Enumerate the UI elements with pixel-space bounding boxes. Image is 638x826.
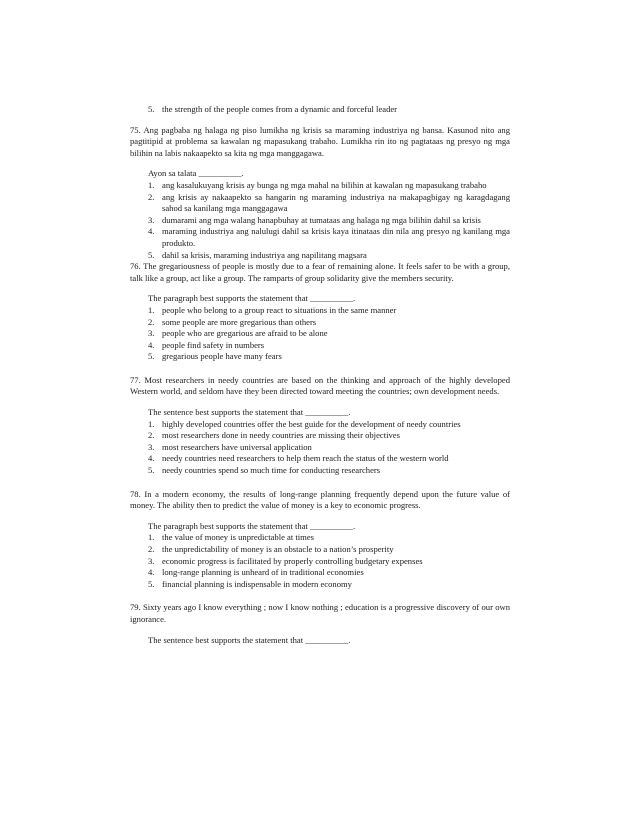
option-text: the value of money is unpredictable at times [162, 532, 315, 543]
option-item [148, 544, 510, 556]
option-number: 3. [148, 328, 155, 339]
question-77 [130, 375, 510, 477]
option-text: highly developed countries offer the best guide for the development of needy countries [162, 418, 461, 429]
option-text: needy countries spend so much time for conducting researchers [162, 465, 381, 476]
option-item [148, 351, 510, 363]
question-78 [130, 489, 510, 591]
option-item [148, 453, 510, 465]
question-prompt: The paragraph best supports the statement that __________. [148, 520, 356, 531]
option-text: dahil sa krisis, maraming industriya ang napilitang magsara [162, 249, 367, 260]
option-list [130, 419, 510, 477]
option-text: the strength of the people comes from a dynamic and forceful leader [162, 104, 398, 114]
option-number: 1. [148, 179, 155, 190]
question-75 [130, 125, 510, 262]
option-item [148, 192, 510, 215]
option-text: financial planning is indispensable in modern economy [162, 578, 352, 589]
question-prompt: The paragraph best supports the statement that __________. [148, 293, 356, 304]
option-number: 2. [148, 191, 155, 202]
option-item [148, 419, 510, 431]
option-number: 2. [148, 544, 155, 554]
question-stem: 76. The gregariousness of people is mostly due to a fear of remaining alone. It feels safer to be with a group, talk like a group, act like a group. The ramparts of group solidarity give the members security. [130, 261, 510, 283]
option-item [148, 250, 510, 262]
option-item [148, 180, 510, 192]
option-number: 3. [148, 441, 155, 452]
option-text: some people are more gregarious than others [162, 316, 317, 327]
option-number: 1. [148, 418, 155, 429]
option-item [148, 215, 510, 227]
option-item [148, 340, 510, 352]
option-item [148, 532, 510, 544]
option-item [148, 430, 510, 442]
option-item [148, 317, 510, 329]
option-number: 2. [148, 316, 155, 327]
option-text: people who are gregarious are afraid to be alone [162, 328, 328, 339]
option-item [148, 465, 510, 477]
question-prompt: Ayon sa talata __________. [148, 168, 244, 179]
question-stem: 77. Most researchers in needy countries are based on the thinking and approach of the highly developed Western world, and seldom have they been directed toward meeting the countries; own development needs. [130, 374, 510, 397]
option-item [148, 442, 510, 454]
option-text: most researchers have universal application [162, 441, 312, 452]
option-number: 4. [148, 453, 155, 464]
option-text: the unpredictability of money is an obstacle to a nation’s prosperity [162, 544, 394, 554]
option-text: ang krisis ay nakaapekto sa hangarin ng maraming industriya na makapagbigay ng karagdagang sahod sa kanilang mga manggagawa [162, 191, 510, 214]
option-text: people who belong to a group react to situations in the same manner [162, 304, 397, 315]
question-79 [130, 602, 510, 646]
option-list [130, 305, 510, 363]
option-list [130, 532, 510, 590]
option-text: people find safety in numbers [162, 339, 265, 350]
option-number: 4. [148, 567, 155, 578]
option-number: 5. [148, 249, 155, 260]
question-prompt: The sentence best supports the statement that __________. [148, 634, 351, 645]
option-number: 2. [148, 430, 155, 441]
question-76 [130, 261, 510, 363]
leading-option [130, 104, 510, 116]
option-item [148, 226, 510, 249]
option-item [148, 556, 510, 568]
option-item [148, 567, 510, 579]
option-number: 5. [148, 578, 155, 589]
option-text: needy countries need researchers to help them reach the status of the western world [162, 453, 449, 464]
option-list [130, 180, 510, 261]
option-text: ang kasalukuyang krisis ay bunga ng mga mahal na bilihin at kawalan ng mapasukang trabaho [162, 179, 487, 190]
option-number: 3. [148, 555, 155, 566]
option-text: long-range planning is unheard of in traditional economies [162, 567, 364, 578]
option-number: 5. [148, 465, 155, 476]
option-item [148, 305, 510, 317]
question-stem: 79. Sixty years ago I know everything ; now I know nothing ; education is a progressive discovery of our own ignorance. [130, 602, 510, 624]
option-number: 3. [148, 214, 155, 225]
option-number: 5. [148, 104, 155, 114]
question-stem: 78. In a modern economy, the results of long-range planning frequently depend upon the future value of money. The ability then to predict the value of money is a key to economic progress. [130, 488, 510, 511]
question-stem: 75. Ang pagbaba ng halaga ng piso lumikha ng krisis sa maraming industriya ng bansa. Kasunod nito ang pagtitipid at problema sa kawalan ng mapasukang trabaho. Lumikha rin ito ng pagtataas ng presyo ng mga bilihin na labis nakaapekto sa kita ng mga manggagawa. [130, 124, 510, 158]
option-text: dumarami ang mga walang hanapbuhay at tumataas ang halaga ng mga bilihin dahil sa krisis [162, 214, 481, 225]
option-item [148, 579, 510, 591]
option-text: maraming industriya ang nalulugi dahil sa krisis kaya itinataas din nila ang presyo ng kanilang mga produkto. [162, 226, 510, 248]
option-text: economic progress is facilitated by properly controlling budgetary expenses [162, 555, 423, 566]
option-number: 1. [148, 304, 155, 315]
option-text: most researchers done in needy countries are missing their objectives [162, 430, 400, 441]
option-number: 4. [148, 339, 155, 350]
question-prompt: The sentence best supports the statement that __________. [148, 407, 351, 418]
option-item [148, 328, 510, 340]
option-number: 5. [148, 351, 155, 362]
option-number: 4. [148, 226, 155, 237]
option-number: 1. [148, 532, 155, 543]
option-text: gregarious people have many fears [162, 351, 282, 362]
